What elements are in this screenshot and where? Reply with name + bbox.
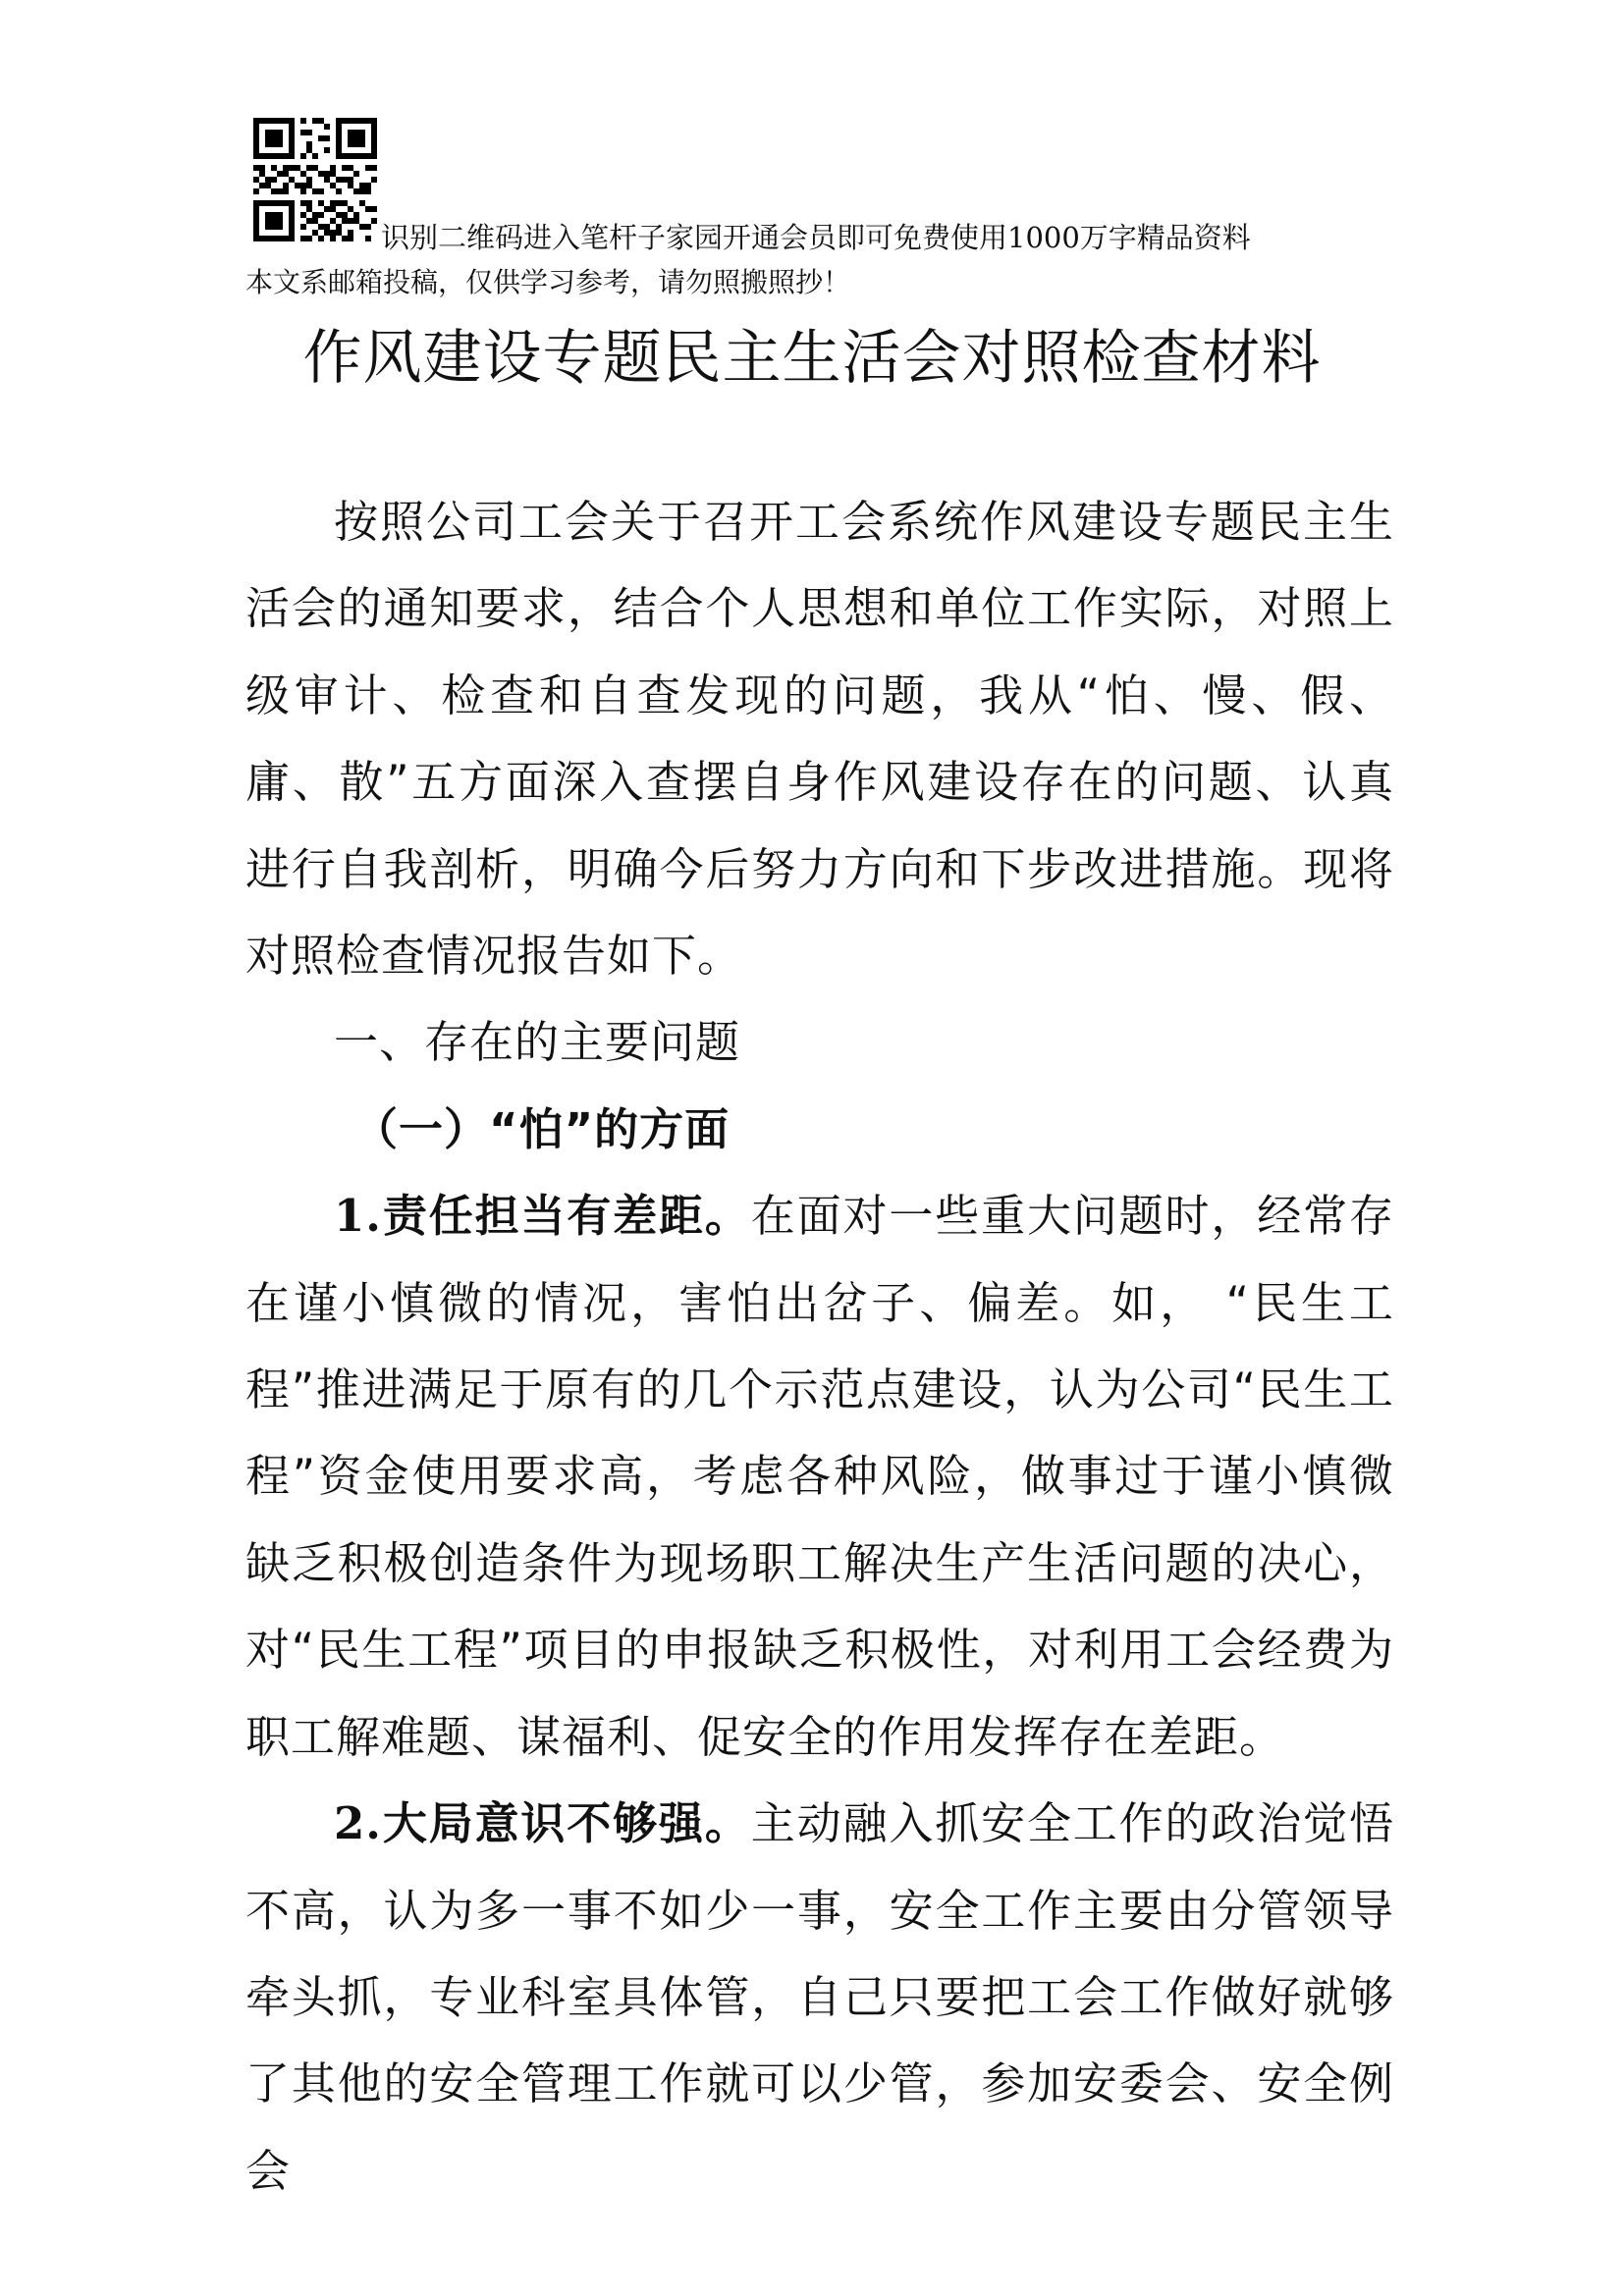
item-paragraph	[245, 1781, 1394, 2215]
disclaimer-note: 本文系邮箱投稿，仅供学习参考，请勿照搬照抄！	[245, 266, 851, 298]
intro-paragraph: 按照公司工会关于召开工会系统作风建设专题民主生活会的通知要求，结合个人思想和单位工作实际，对照上级审计、检查和自查发现的问题，我从“怕、慢、假、庸、散”五方面深入查摆自身作风建设存在的问题、认真进行自我剖析，明确今后努力方向和下步改进措施。现将对照检查情况报告如下。	[245, 496, 1394, 983]
document-title: 作风建设专题民主生活会对照检查材料	[302, 324, 1322, 393]
document-body	[245, 479, 1394, 2215]
item-text: 主动融入抓安全工作的政治觉悟不高，认为多一事不如少一事，安全工作主要由分管领导牵头抓，专业科室具体管，自己只要把工会工作做好就够了其他的安全管理工作就可以少管，参加安委会、安全例会	[245, 1797, 1394, 2197]
item-lead: 责任担当有差距。	[381, 1190, 751, 1243]
section-heading: 一、存在的主要问题	[334, 1016, 741, 1069]
item-lead: 大局意识不够强。	[381, 1797, 751, 1850]
subsection-heading: （一）“怕”的方面	[353, 1102, 731, 1155]
item-paragraph	[245, 1173, 1394, 1781]
item-number: 2.	[334, 1797, 382, 1850]
item-number: 1.	[334, 1190, 382, 1243]
qr-code	[253, 118, 377, 241]
item-text: 在面对一些重大问题时，经常存在谨小慎微的情况，害怕出岔子、偏差。如， “民生工程”推进满足于原有的几个示范点建设，认为公司“民生工程”资金使用要求高，考虑各种风险，做事过于谨小慎微缺乏积极创造条件为现场职工解决生产生活问题的决心，对“民生工程”项目的申报缺乏积极性，对利用工会经费为职工解难题、谋福利、促安全的作用发挥存在差距。	[245, 1190, 1394, 1763]
qr-caption: 识别二维码进入笔杆子家园开通会员即可免费使用1000万字精品资料	[381, 221, 1251, 254]
